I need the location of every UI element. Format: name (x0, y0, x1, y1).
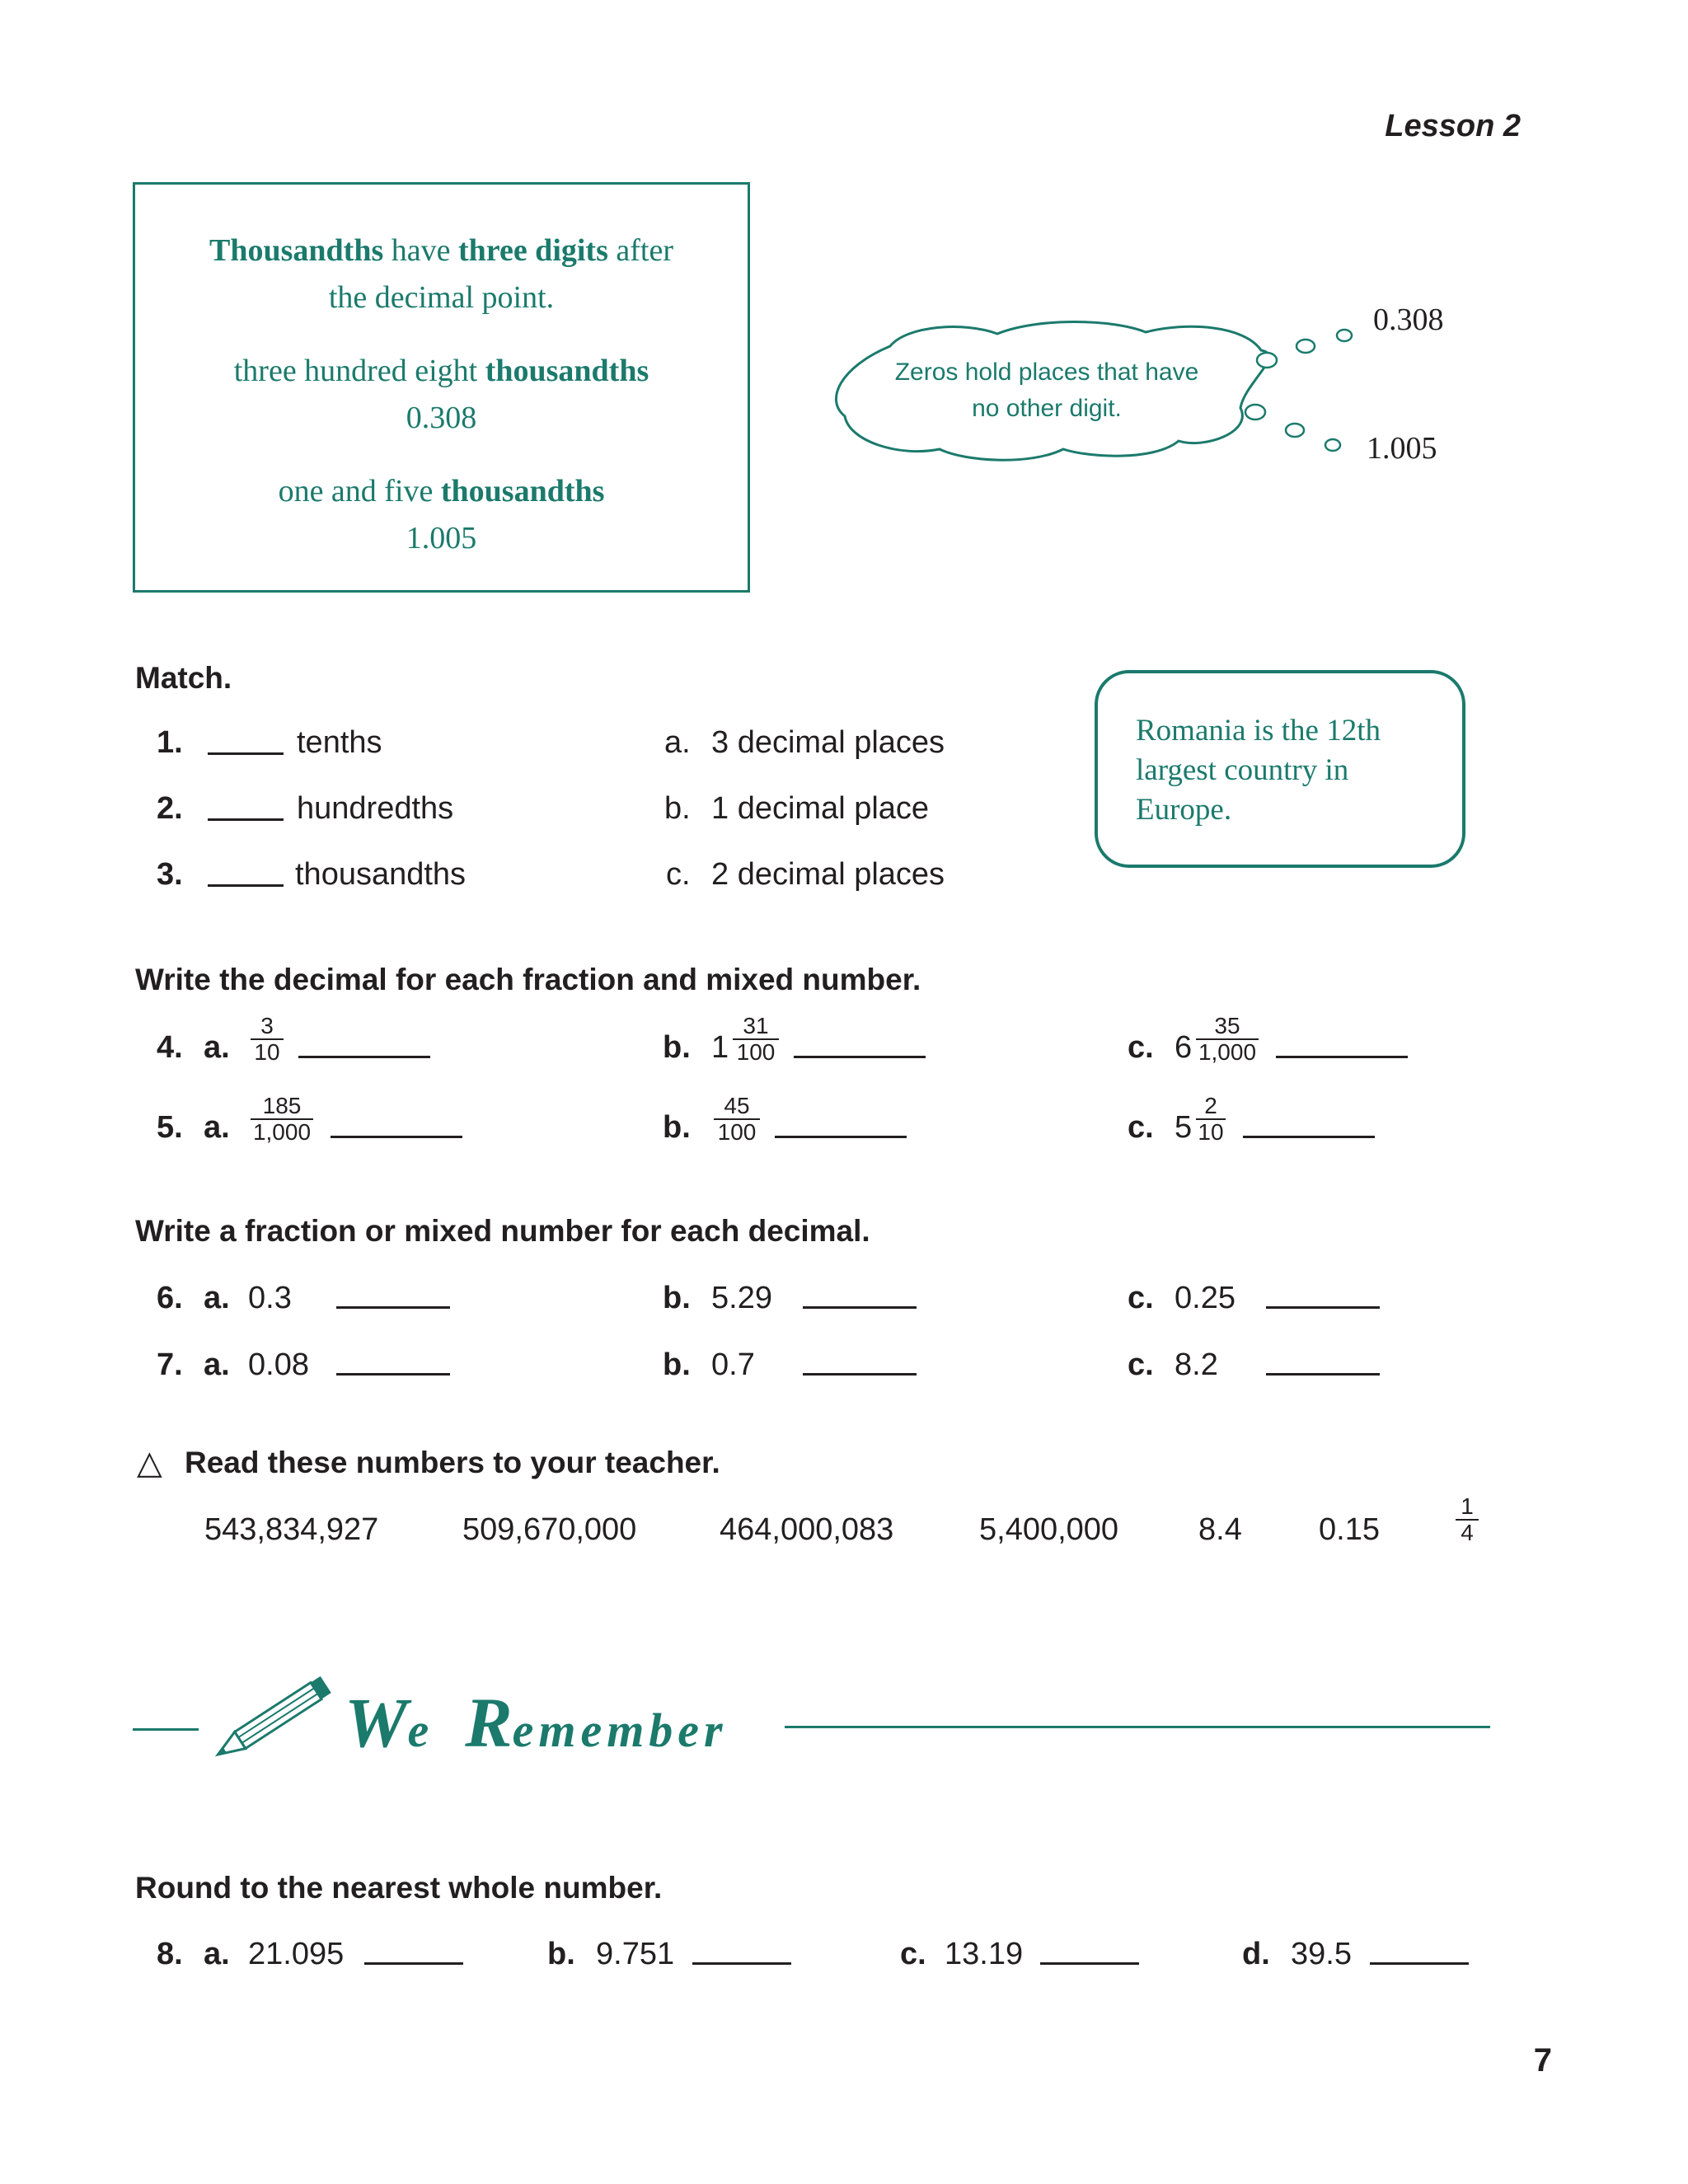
title-letter: emember (512, 1704, 728, 1757)
decimal-value: 8.2 (1175, 1347, 1218, 1382)
part-label: a. (204, 1110, 230, 1145)
answer-blank[interactable] (1040, 1962, 1139, 1965)
fraction-denominator: 10 (251, 1038, 284, 1065)
fraction (714, 1094, 760, 1145)
info-text: after (607, 233, 673, 268)
whole-number: 6 (1175, 1030, 1193, 1065)
part-label: b. (663, 1110, 691, 1145)
answer-blank[interactable] (208, 884, 284, 887)
fraction (251, 1014, 284, 1065)
match-item-number: 3. (157, 857, 183, 892)
fraction-denominator: 1,000 (251, 1118, 313, 1145)
fraction-denominator: 10 (1196, 1118, 1226, 1145)
lesson-label: Lesson 2 (1385, 109, 1521, 143)
decimal-value: 5.29 (711, 1281, 772, 1315)
answer-blank[interactable] (1370, 1962, 1469, 1965)
decimal-value: 0.7 (711, 1347, 755, 1382)
question-number: 7. (157, 1347, 183, 1382)
part-label: b. (663, 1347, 691, 1382)
part-label: a. (204, 1281, 230, 1315)
divider-line (133, 1728, 199, 1731)
part-label: c. (900, 1937, 926, 1971)
part-label: d. (1242, 1937, 1270, 1971)
match-option: 2 decimal places (711, 857, 945, 892)
match-term: tenths (297, 725, 382, 760)
answer-blank[interactable] (298, 1056, 430, 1058)
fact-line: largest country in (1136, 753, 1349, 787)
match-heading: Match. (135, 661, 232, 695)
answer-blank[interactable] (775, 1136, 907, 1138)
read-number: 543,834,927 (204, 1512, 379, 1547)
page-number: 7 (1533, 2042, 1552, 2079)
part-label: a. (204, 1347, 230, 1382)
match-item-number: 1. (157, 725, 183, 760)
match-option: 1 decimal place (711, 791, 930, 826)
decimal-value: 0.25 (1175, 1281, 1236, 1315)
info-example-2-number: 1.005 (406, 521, 477, 555)
we-remember-title (345, 1681, 728, 1764)
decimal-heading: Write the decimal for each fraction and mixed number. (135, 963, 921, 996)
answer-blank[interactable] (208, 818, 284, 821)
title-letter: W (345, 1683, 408, 1762)
answer-blank[interactable] (208, 752, 284, 755)
question-number: 4. (157, 1030, 183, 1065)
part-label: a. (204, 1937, 230, 1971)
answer-blank[interactable] (692, 1962, 791, 1965)
divider-line (785, 1726, 1490, 1728)
info-line-1 (135, 227, 748, 274)
answer-blank[interactable] (794, 1056, 926, 1058)
match-term: thousandths (295, 857, 467, 892)
question-number: 6. (157, 1281, 183, 1315)
question-number: 8. (157, 1937, 183, 1971)
info-text: have (383, 233, 458, 268)
triangle-icon: △ (137, 1445, 162, 1481)
fraction-numerator: 31 (743, 1013, 769, 1038)
info-example-1-number: 0.308 (406, 401, 477, 435)
round-value: 21.095 (248, 1937, 345, 1971)
fraction-denominator: 1,000 (1196, 1038, 1259, 1065)
read-number: 0.15 (1319, 1512, 1380, 1547)
match-option: 3 decimal places (711, 725, 945, 760)
fact-line: Europe. (1136, 793, 1232, 827)
title-letter: e (407, 1704, 433, 1757)
thought-number-bottom: 1.005 (1367, 431, 1437, 466)
answer-blank[interactable] (803, 1373, 917, 1376)
round-value: 39.5 (1291, 1937, 1352, 1971)
match-item-number: 2. (157, 791, 183, 826)
part-label: c. (1128, 1281, 1154, 1315)
fraction-denominator: 4 (1456, 1519, 1479, 1545)
answer-blank[interactable] (336, 1306, 450, 1309)
decimal-value: 0.3 (248, 1281, 292, 1315)
round-value: 13.19 (945, 1937, 1024, 1971)
answer-blank[interactable] (331, 1136, 462, 1138)
fact-line: Romania is the 12th (1136, 714, 1381, 748)
whole-number: 5 (1175, 1110, 1193, 1145)
round-value: 9.751 (596, 1937, 675, 1971)
part-label: a. (204, 1030, 230, 1065)
fraction-numerator: 1 (1461, 1493, 1474, 1519)
match-option-letter: c. (666, 857, 691, 892)
thought-line-1: Zeros hold places that have (894, 359, 1199, 386)
thought-number-top: 0.308 (1373, 302, 1444, 337)
fraction-heading: Write a fraction or mixed number for each decimal. (135, 1214, 870, 1248)
info-emph: three digits (457, 233, 608, 268)
info-emph: thousandths (485, 354, 649, 388)
answer-blank[interactable] (364, 1962, 463, 1965)
answer-blank[interactable] (1243, 1136, 1375, 1138)
info-line-2: the decimal point. (328, 280, 555, 315)
read-number: 5,400,000 (979, 1512, 1119, 1547)
fraction (1196, 1094, 1226, 1145)
info-term: Thousandths (209, 233, 384, 268)
info-text: three hundred eight (233, 354, 485, 388)
part-label: b. (663, 1281, 691, 1315)
fraction-denominator: 100 (714, 1118, 760, 1145)
whole-number: 1 (711, 1030, 729, 1065)
read-fraction (1456, 1494, 1479, 1545)
read-heading: Read these numbers to your teacher. (185, 1446, 720, 1479)
read-number: 8.4 (1198, 1512, 1242, 1547)
answer-blank[interactable] (1266, 1373, 1380, 1376)
fraction-numerator: 35 (1214, 1013, 1240, 1038)
read-number: 509,670,000 (462, 1512, 637, 1547)
pencil-icon (201, 1673, 341, 1768)
thought-text (857, 354, 1236, 427)
part-label: c. (1128, 1347, 1154, 1382)
question-number: 5. (157, 1110, 183, 1145)
fraction (1196, 1014, 1259, 1065)
read-number: 464,000,083 (720, 1512, 894, 1547)
title-letter: R (465, 1683, 513, 1762)
fraction-numerator: 3 (260, 1013, 274, 1038)
answer-blank[interactable] (1266, 1306, 1380, 1309)
fraction-numerator: 45 (724, 1093, 750, 1118)
round-heading: Round to the nearest whole number. (135, 1871, 663, 1905)
part-label: b. (663, 1030, 691, 1065)
fraction-numerator: 2 (1204, 1093, 1217, 1118)
fraction (251, 1094, 313, 1145)
part-label: c. (1128, 1030, 1154, 1065)
info-box (133, 182, 750, 593)
answer-blank[interactable] (1276, 1056, 1408, 1058)
match-term: hundredths (297, 791, 454, 826)
answer-blank[interactable] (336, 1373, 450, 1376)
fraction-denominator: 100 (733, 1038, 779, 1065)
part-label: b. (547, 1937, 575, 1971)
match-option-letter: a. (664, 725, 691, 760)
info-text: one and five (278, 474, 441, 509)
fact-callout (1095, 670, 1465, 868)
fraction (733, 1014, 779, 1065)
decimal-value: 0.08 (248, 1347, 309, 1382)
info-example-2 (135, 468, 748, 515)
info-emph: thousandths (440, 474, 605, 509)
thought-line-2: no other digit. (972, 395, 1122, 422)
fraction-numerator: 185 (262, 1093, 302, 1118)
answer-blank[interactable] (803, 1306, 917, 1309)
part-label: c. (1128, 1110, 1154, 1145)
match-option-letter: b. (664, 791, 691, 826)
info-example-1 (135, 348, 748, 395)
